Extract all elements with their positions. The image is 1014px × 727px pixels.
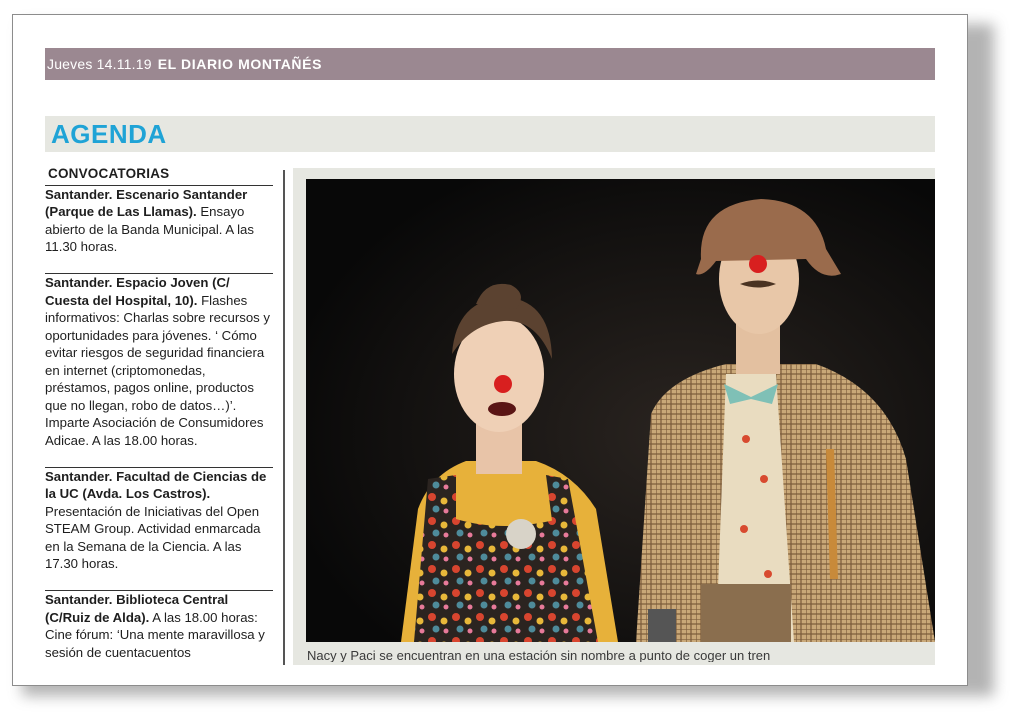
listing-venue: Santander. Escenario Santander (Parque de Las Llamas). [45,186,248,219]
masthead [45,48,935,80]
listing-details: A las 18.00 horas: Cine fórum: ‘Una mente maravillosa y sesión de cuentacuentos [45,609,265,660]
newspaper-page [12,14,968,686]
listing-venue: Santander. Facultad de Ciencias de la UC (Avda. Los Castros). [45,468,267,501]
section-title: AGENDA [51,118,167,149]
listing-venue: Santander. Biblioteca Central (C/Ruiz de Alda). [45,592,229,625]
listings-column [45,165,273,665]
listing-entry [45,467,273,573]
column-divider [283,170,285,665]
issue-date: Jueves 14.11.19 [47,56,152,72]
clowns-illustration [306,179,935,642]
listing-entry [45,185,273,256]
listing-entry [45,590,273,661]
newspaper-name: EL DIARIO MONTAÑÉS [157,56,323,72]
photo-caption: Nacy y Paci se encuentran en una estación sin nombre a punto de coger un tren [307,648,771,662]
listing-details: Flashes informativos: Charlas sobre recursos y oportunidades para jóvenes. ‘ Cómo evitar riesgos de seguridad financiera en internet (criptomonedas, préstamos, pagos online, productos que no llegan, robo de datos…)’. Imparte Asociación de Consumidores Adicae. A las 18.00 horas. [45,292,270,448]
clowns-photo [306,179,935,642]
listing-entry [45,273,273,449]
section-header [45,116,935,152]
listing-venue: Santander. Espacio Joven (C/ Cuesta del Hospital, 10). [45,275,230,308]
listing-details: Ensayo abierto de la Banda Municipal. A las 11.30 horas. [45,204,254,254]
column-heading: CONVOCATORIAS [48,166,170,181]
listing-details: Presentación de Iniciativas del Open STEAM Group. Actividad enmarcada en la Semana de la Ciencia. A las 17.30 horas. [45,503,261,571]
